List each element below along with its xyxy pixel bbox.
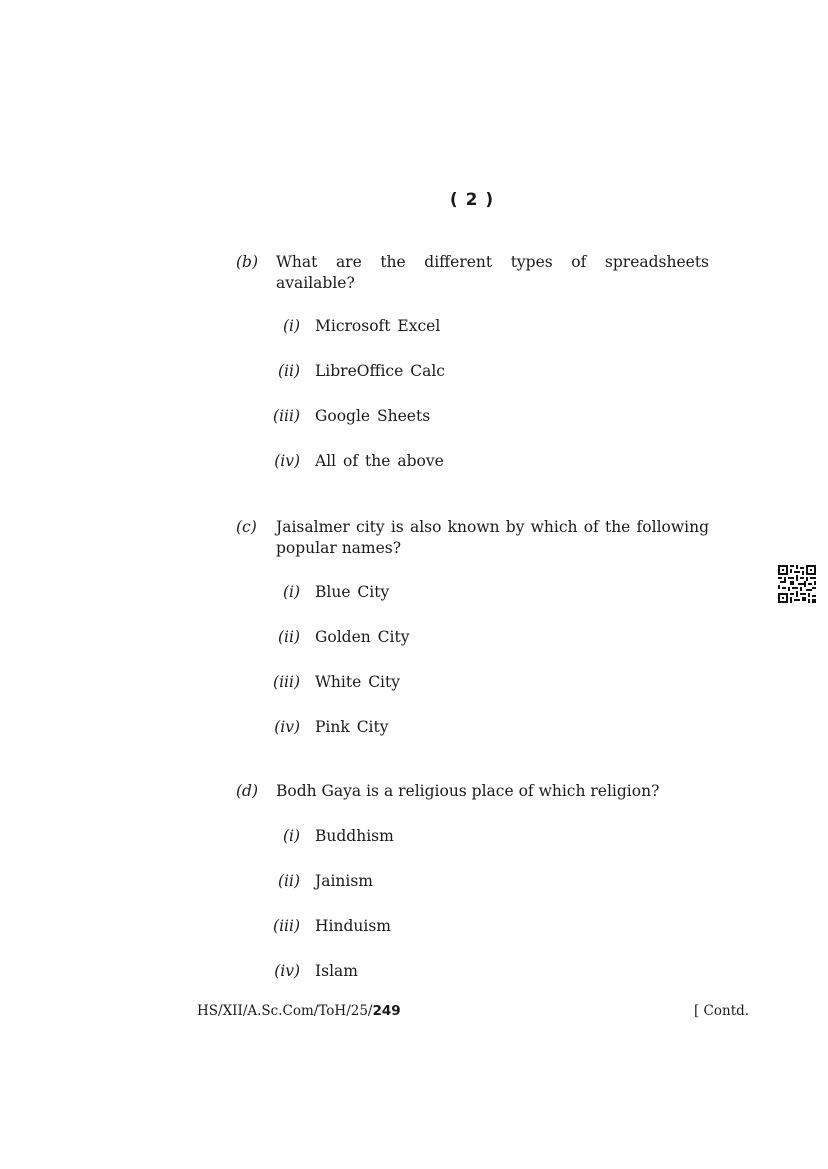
option-item xyxy=(276,627,709,672)
option-item xyxy=(276,717,709,762)
option-item xyxy=(273,406,709,451)
option-label: (iii) xyxy=(273,917,300,935)
question-b xyxy=(236,252,709,496)
option-item xyxy=(273,916,709,961)
question-label: (c) xyxy=(236,518,257,536)
option-text: Buddhism xyxy=(315,827,394,845)
option-list xyxy=(273,582,709,762)
option-item xyxy=(276,451,709,496)
option-label: (iv) xyxy=(274,452,300,470)
qr-code-icon xyxy=(778,565,816,603)
question-label: (b) xyxy=(236,253,259,271)
paper-code xyxy=(197,1002,401,1020)
option-text: Blue City xyxy=(315,583,390,601)
option-label: (iv) xyxy=(274,962,300,980)
question-c xyxy=(236,517,709,762)
option-text: Pink City xyxy=(315,718,389,736)
option-text: Jainism xyxy=(315,872,374,890)
option-text: White City xyxy=(315,673,401,691)
option-text: Golden City xyxy=(315,628,410,646)
paper-code-number: 249 xyxy=(372,1003,401,1019)
option-text: Hinduism xyxy=(315,917,391,935)
option-label: (i) xyxy=(282,583,300,601)
continued-note: [ Contd. xyxy=(694,1003,750,1019)
option-label: (i) xyxy=(282,827,300,845)
option-label: (ii) xyxy=(277,362,300,380)
option-item xyxy=(276,871,709,916)
question-text: Bodh Gaya is a religious place of which religion? xyxy=(276,782,660,800)
paper-code-prefix: HS/XII/A.Sc.Com/ToH/25/ xyxy=(197,1003,373,1019)
option-label: (iii) xyxy=(273,673,300,691)
option-label: (i) xyxy=(282,317,300,335)
option-list xyxy=(273,826,709,1006)
option-text: LibreOffice Calc xyxy=(315,362,445,380)
option-label: (iv) xyxy=(274,718,300,736)
question-text: Jaisalmer city is also known by which of the following popular names? xyxy=(276,518,709,557)
option-item xyxy=(276,961,709,1006)
question-label: (d) xyxy=(236,782,259,800)
option-text: Microsoft Excel xyxy=(315,317,441,335)
option-text: All of the above xyxy=(315,452,444,470)
option-label: (ii) xyxy=(277,628,300,646)
option-label: (ii) xyxy=(277,872,300,890)
option-item xyxy=(273,672,709,717)
question-text: What are the different types of spreadsheets available? xyxy=(276,253,709,292)
option-list xyxy=(273,316,709,496)
option-text: Google Sheets xyxy=(315,407,431,425)
option-item xyxy=(276,361,709,406)
option-item xyxy=(276,582,709,627)
option-item xyxy=(276,826,709,871)
question-d xyxy=(236,781,709,1006)
page-number: ( 2 ) xyxy=(449,190,495,210)
option-label: (iii) xyxy=(273,407,300,425)
option-item xyxy=(276,316,709,361)
option-text: Islam xyxy=(315,962,358,980)
